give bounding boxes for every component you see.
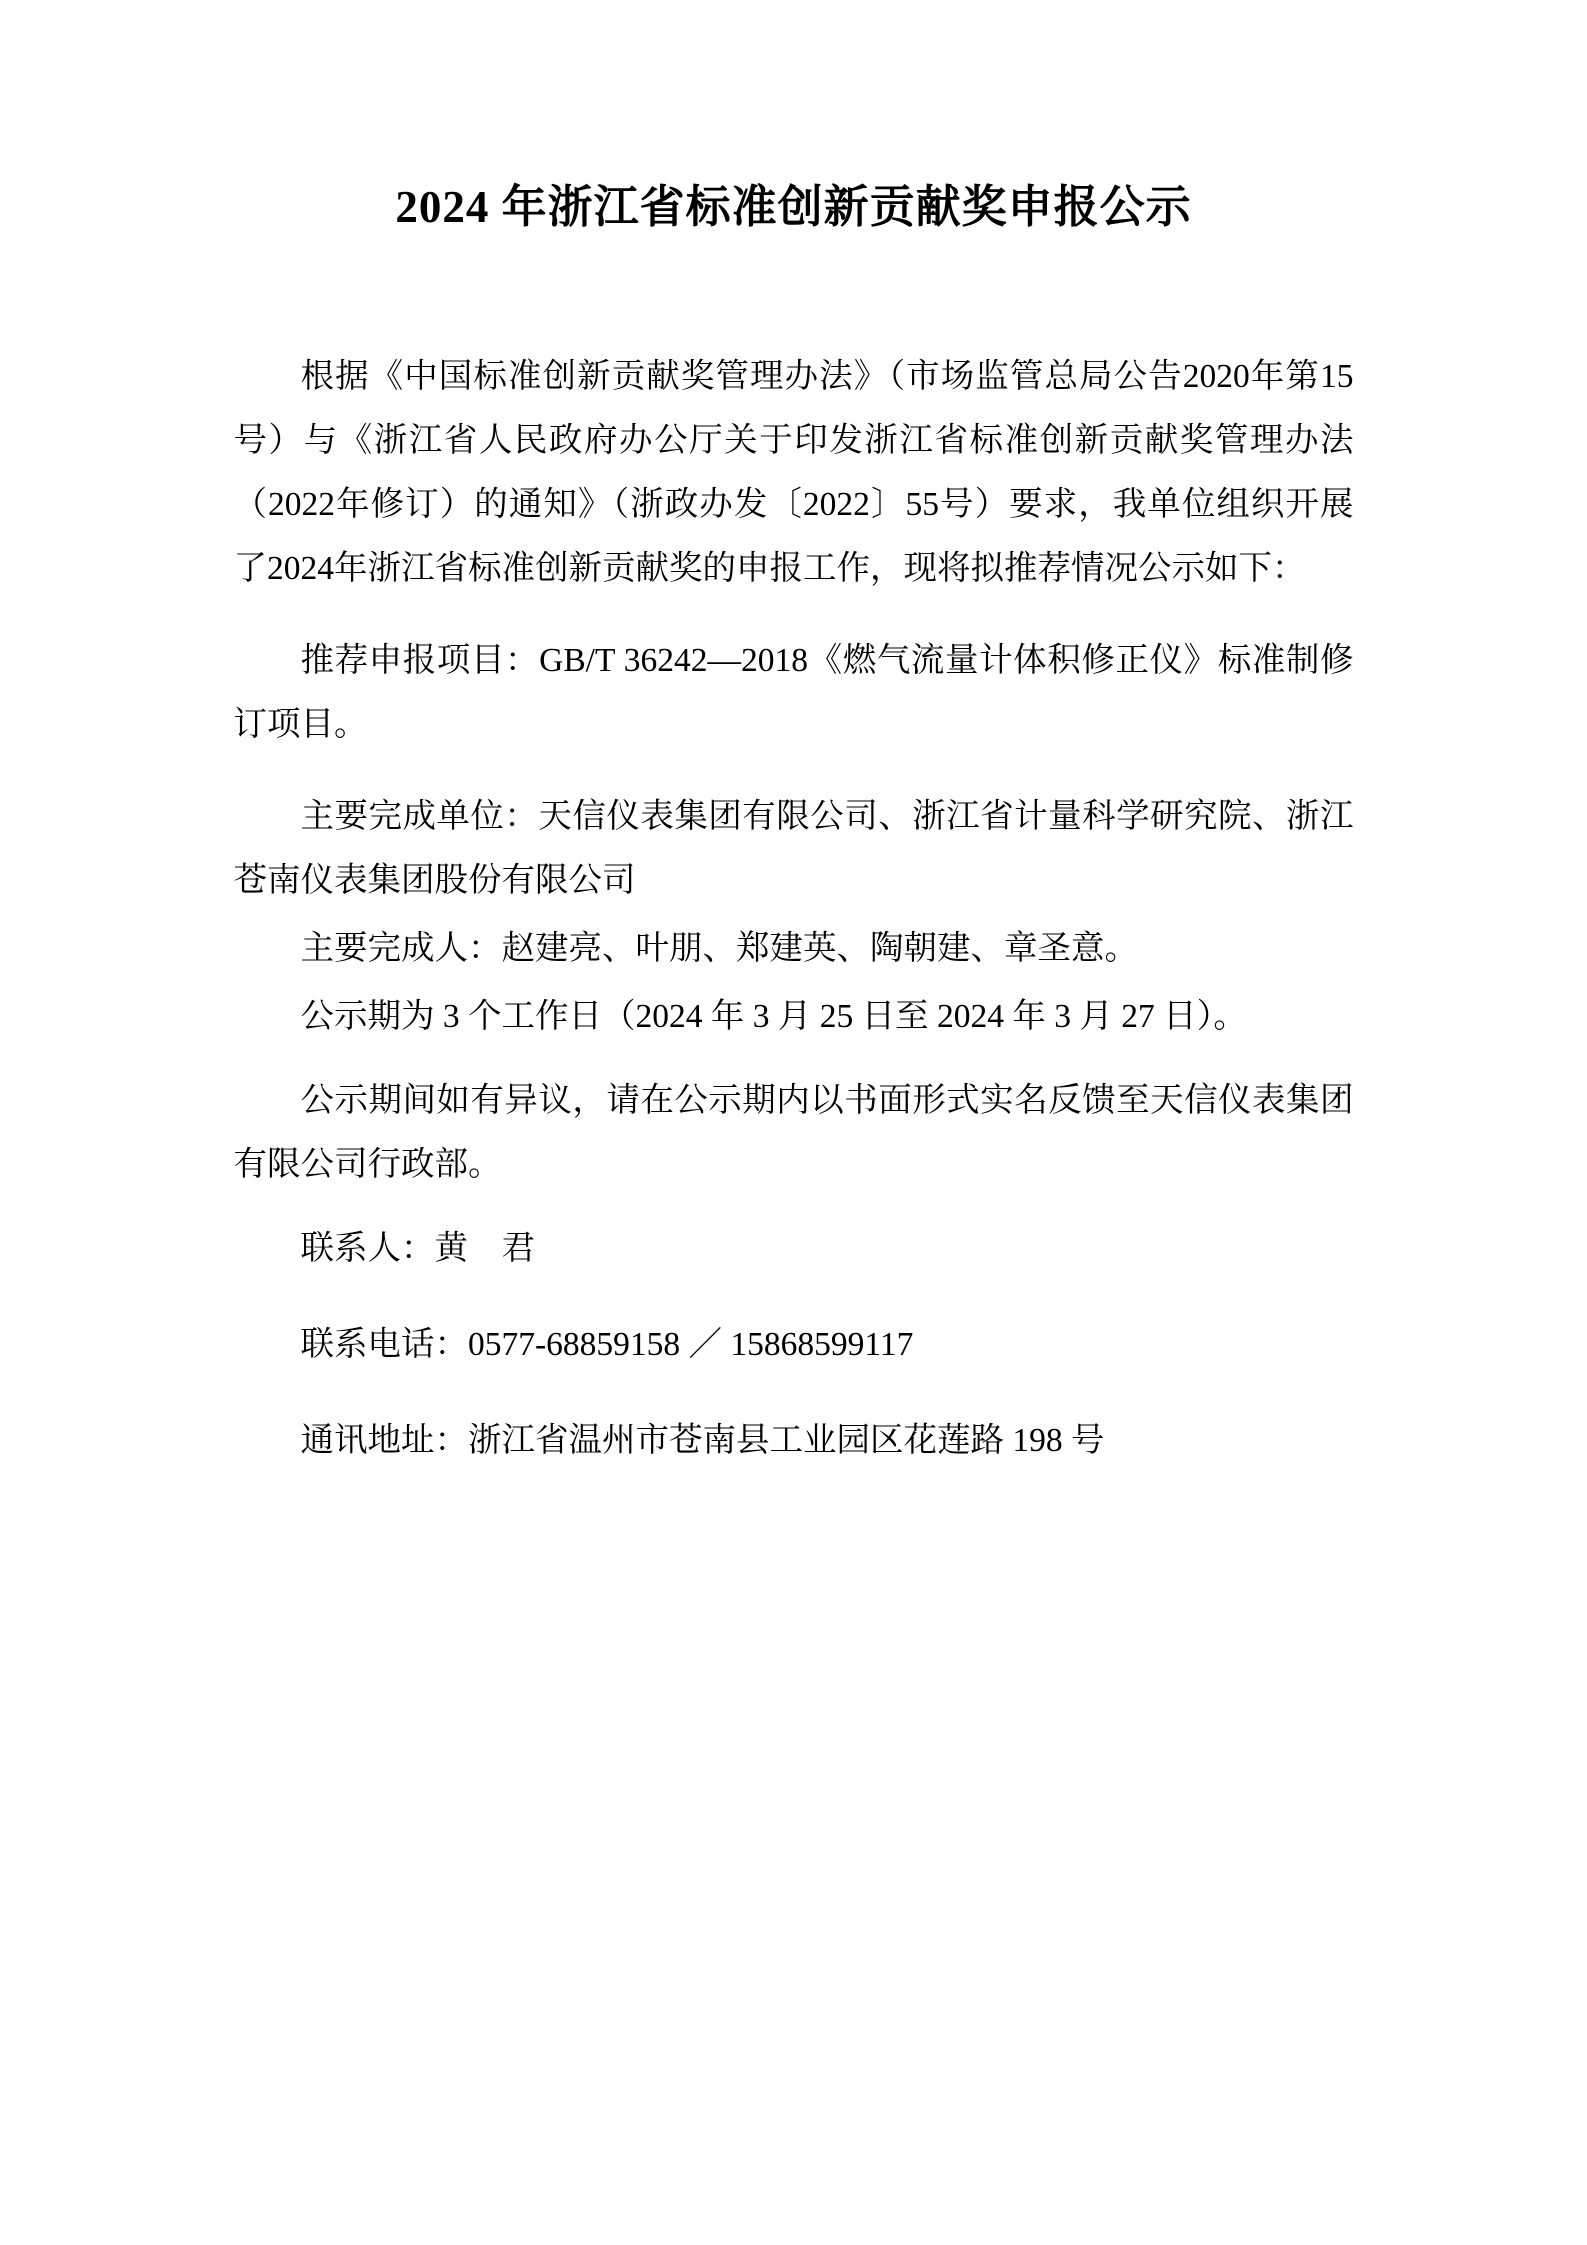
paragraph-contact-address: 通讯地址：浙江省温州市苍南县工业园区花莲路 198 号 (300, 1421, 1105, 1459)
paragraph-period: 公示期为 3 个工作日（2024 年 3 月 25 日至 2024 年 3 月 27 日）。 (300, 997, 1247, 1035)
paragraph-contact-person: 联系人：黄 君 (300, 1229, 535, 1267)
document-body (234, 237, 1354, 1473)
paragraph-contact-phone: 联系电话：0577-68859158 ／ 15868599117 (300, 1325, 914, 1363)
paragraph-basis: 根据《中国标准创新贡献奖管理办法》（市场监管总局公告2020年第15号）与《浙江省人民政府办公厅关于印发浙江省标准创新贡献奖管理办法（2022年修订）的通知》（浙政办发〔2022〕55号）要求，我单位组织开展了2024年浙江省标准创新贡献奖的申报工作，现将拟推荐情况公示如下： (233, 357, 1354, 587)
paragraph-objection: 公示期间如有异议，请在公示期内以书面形式实名反馈至天信仪表集团有限公司行政部。 (233, 1081, 1354, 1183)
page-title: 2024 年浙江省标准创新贡献奖申报公示 (395, 182, 1192, 232)
paragraph-units: 主要完成单位：天信仪表集团有限公司、浙江省计量科学研究院、浙江苍南仪表集团股份有限公司 (233, 797, 1354, 899)
paragraph-project: 推荐申报项目：GB/T 36242—2018《燃气流量计体积修正仪》标准制修订项目。 (233, 641, 1354, 743)
paragraph-persons: 主要完成人：赵建亮、叶朋、郑建英、陶朝建、章圣意。 (300, 929, 1138, 967)
